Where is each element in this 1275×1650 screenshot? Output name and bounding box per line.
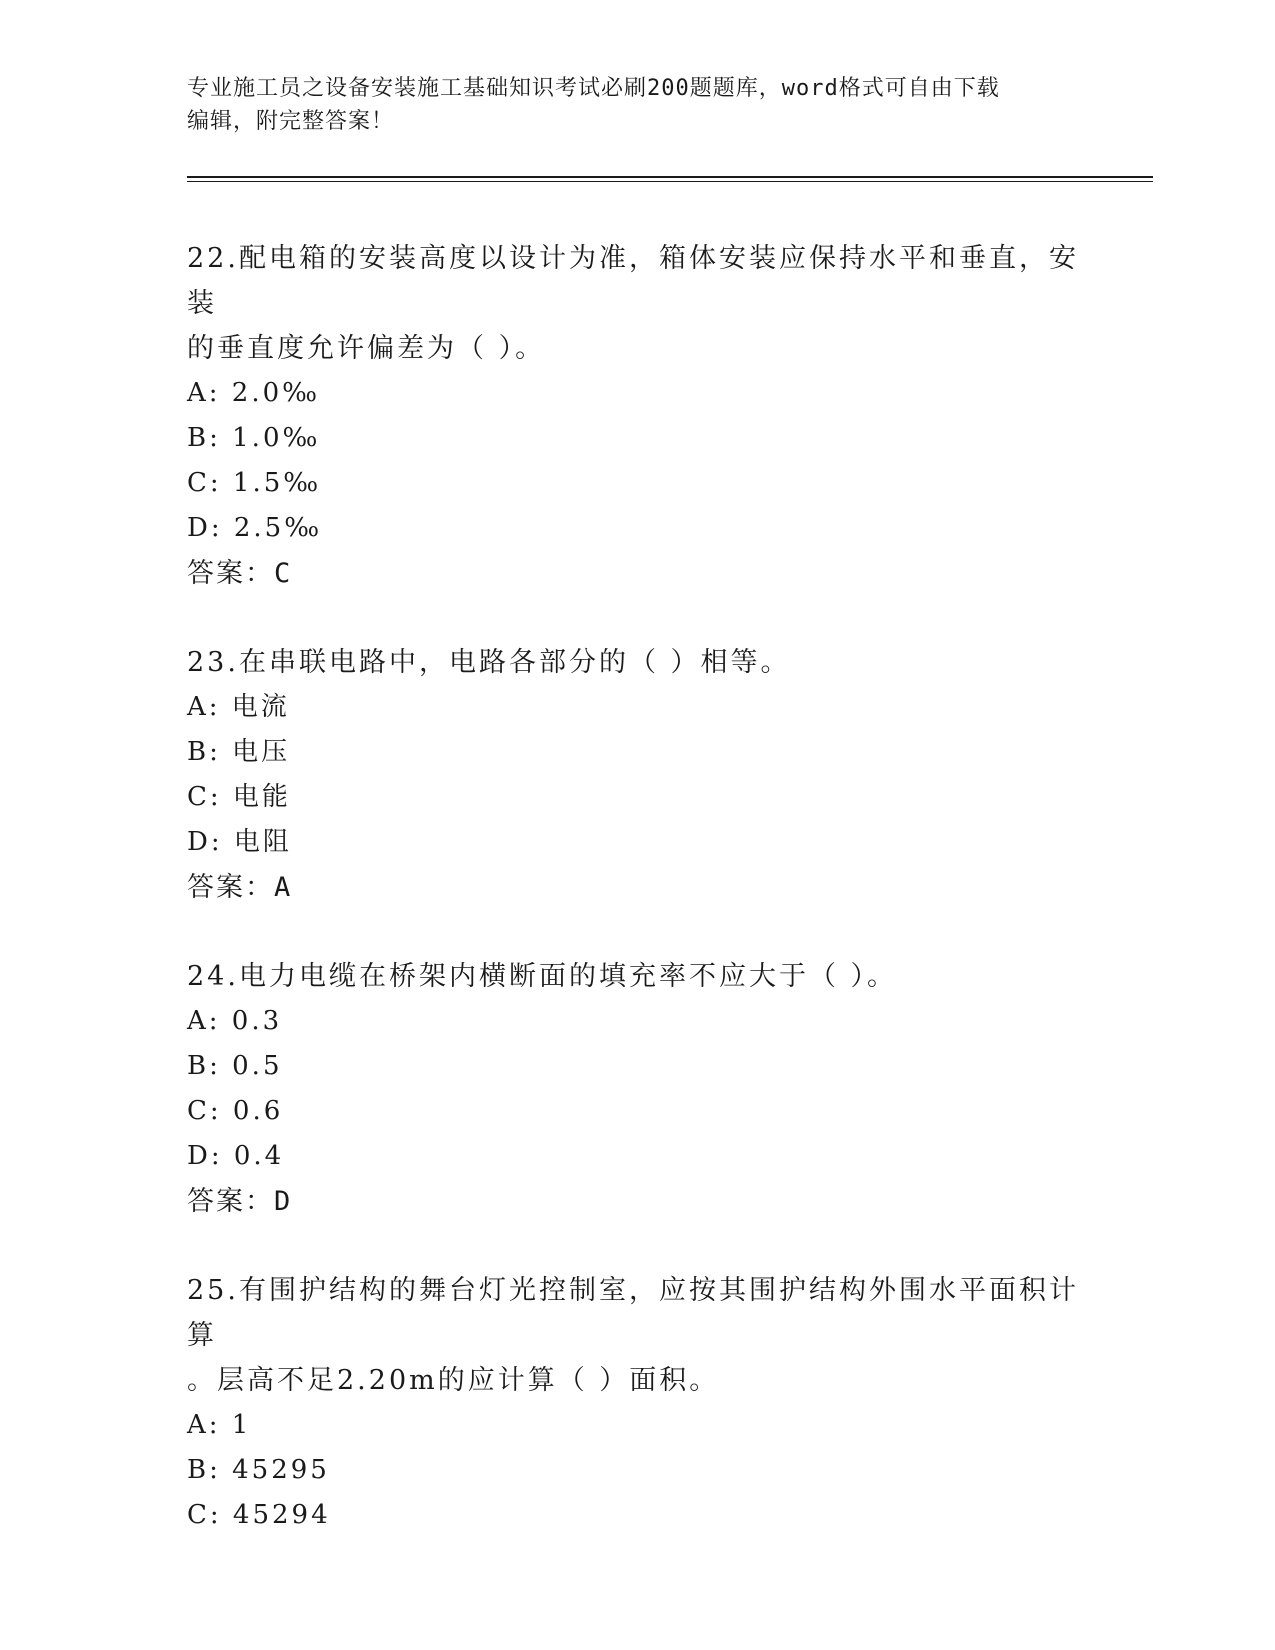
header-title-line-2: 编辑，附完整答案！ xyxy=(187,109,395,134)
option-d: D: 0.4 xyxy=(187,1141,285,1171)
header-title-line-1: 专业施工员之设备安装施工基础知识考试必刷200题题库，word格式可自由下载 xyxy=(187,76,1000,101)
option-a: A: 电流 xyxy=(187,692,290,722)
option-c: C: 45294 xyxy=(187,1500,331,1530)
question-text xyxy=(187,954,1087,999)
question-22 xyxy=(187,236,1087,596)
header-divider-thin xyxy=(187,181,1153,182)
option-b: B: 45295 xyxy=(187,1455,330,1485)
option-d: D: 电阻 xyxy=(187,827,292,857)
question-text-line: 24.电力电缆在桥架内横断面的填充率不应大于（ ）。 xyxy=(187,961,898,992)
question-24 xyxy=(187,954,1087,1224)
option-a: A: 2.0‰ xyxy=(187,378,321,408)
document-header xyxy=(187,72,1087,138)
question-text-line: 的垂直度允许偏差为（ ）。 xyxy=(187,333,546,364)
option-list xyxy=(187,999,1087,1179)
option-c: C: 0.6 xyxy=(187,1096,284,1126)
option-c: C: 1.5‰ xyxy=(187,468,322,498)
option-c: C: 电能 xyxy=(187,782,291,812)
option-list xyxy=(187,1403,1087,1538)
option-list xyxy=(187,371,1087,551)
option-b: B: 电压 xyxy=(187,737,291,767)
question-25 xyxy=(187,1268,1087,1538)
option-a: A: 0.3 xyxy=(187,1006,283,1036)
question-text-line: 22.配电箱的安装高度以设计为准，箱体安装应保持水平和垂直，安装 xyxy=(187,243,1079,319)
question-23 xyxy=(187,640,1087,910)
question-text-line: 。层高不足2.20m的应计算（ ）面积。 xyxy=(187,1365,720,1396)
answer-line: 答案：A xyxy=(187,872,293,903)
question-text-line: 23.在串联电路中，电路各部分的（ ）相等。 xyxy=(187,647,791,678)
option-list xyxy=(187,685,1087,865)
option-b: B: 1.0‰ xyxy=(187,423,321,453)
question-text xyxy=(187,1268,1087,1403)
question-text-line: 25.有围护结构的舞台灯光控制室，应按其围护结构外围水平面积计算 xyxy=(187,1275,1079,1351)
option-d: D: 2.5‰ xyxy=(187,513,323,543)
answer-line: 答案：D xyxy=(187,1186,293,1217)
question-text xyxy=(187,236,1087,371)
header-divider-thick xyxy=(187,176,1153,178)
answer-line: 答案：C xyxy=(187,558,293,589)
option-b: B: 0.5 xyxy=(187,1051,283,1081)
option-a: A: 1 xyxy=(187,1410,252,1440)
question-list xyxy=(187,236,1087,1582)
question-text xyxy=(187,640,1087,685)
